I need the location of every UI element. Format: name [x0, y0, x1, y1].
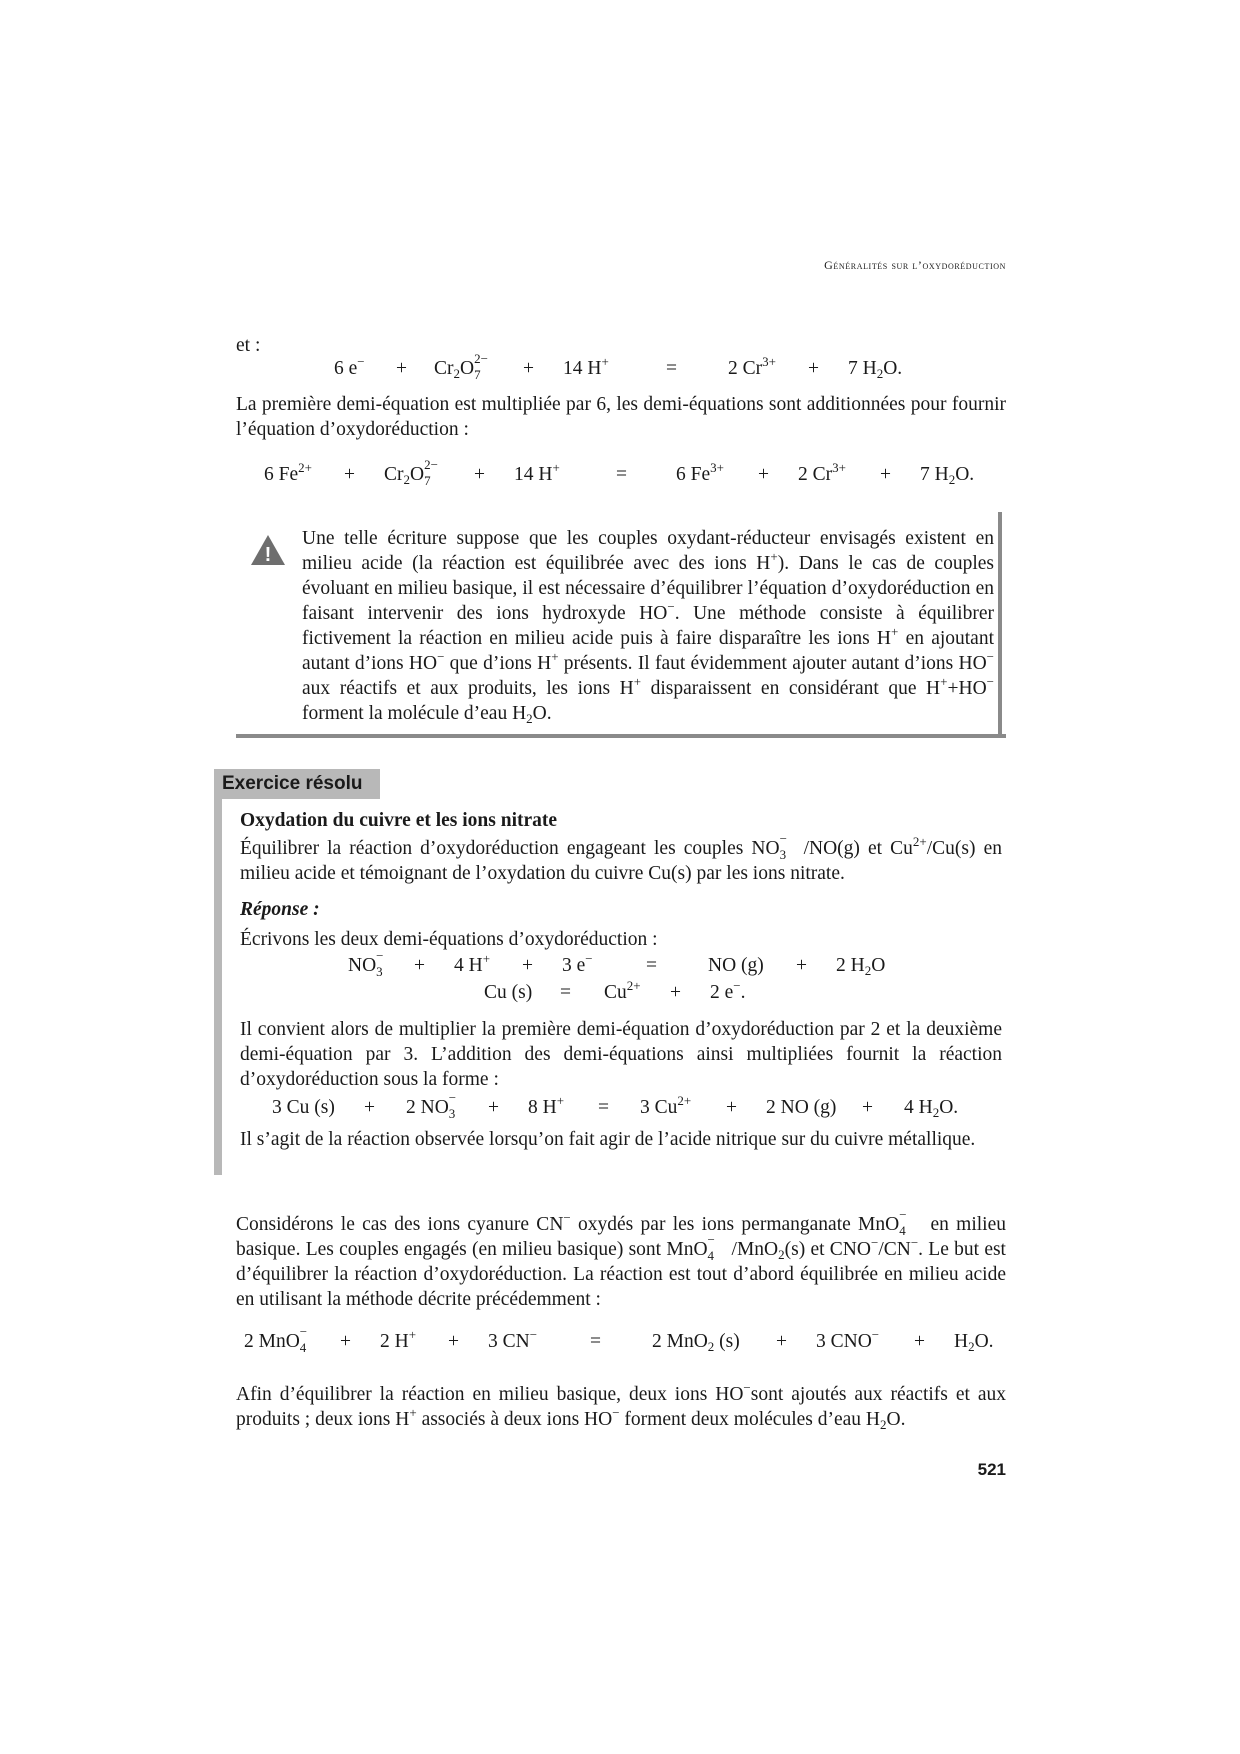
- exercise-side-bar: [214, 799, 222, 1175]
- half-equation-nitrate: NO − 3 + 4 H+ + 3 e− = NO (g) + 2 $H_2O$: [348, 948, 886, 979]
- paragraph-cyanide: Considérons le cas des ions cyanure CN− oxydés par les ions permanganate MnO − 4 en milieu basique. Les couples engagés (en milieu basique) sont MnO − 4 /MnO$_2$(s) et CNO−/CN−. Le but est d’équilibrer la réaction d’oxydoréduction. La réaction est tout d’abord équilibrée en milieu acide en utilisant la méthode décrite précédemment :: [236, 1207, 1006, 1310]
- warning-box: [236, 512, 1002, 738]
- exercise-conclusion: Il s’agit de la réaction observée lorsqu’on fait agir de l’acide nitrique sur du cuivre métallique.: [240, 1129, 976, 1150]
- intro-et: et :: [236, 335, 261, 356]
- paragraph-basic-medium: Afin d’équilibrer la réaction en milieu basique, deux ions HO−sont ajoutés aux réactifs et aux produits ; deux ions H+ associés à deux ions HO− forment deux molécules d’eau $H_2O$.: [236, 1380, 1006, 1432]
- running-header: Généralités sur l’oxydoréduction: [824, 258, 1006, 272]
- svg-text:!: !: [264, 544, 272, 566]
- warning-border-bottom: [236, 734, 1006, 738]
- half-equation-copper: Cu (s) = $Cu^{2+}$ + 2 e−.: [484, 978, 746, 1003]
- exercise-label: Exercice résolu: [214, 769, 380, 799]
- warning-text: Une telle écriture suppose que les couples oxydant-réducteur envisagés existent en milieu acide (la réaction est équilibrée avec des ions H+). Dans le cas de couples évoluant en milieu basique, il est nécessaire d’équilibrer l’équation d’oxydoréduction en faisant intervenir des ions hydroxyde HO−. Une méthode consiste à équilibrer fictivement la réaction en milieu acide puis à faire disparaître les ions H+ en ajoutant autant d’ions HO− que d’ions H+ présents. Il faut évidemment ajouter autant d’ions HO− aux réactifs et aux produits, les ions H+ disparaissent en considérant que H++HO− forment la molécule d’eau $H_2O$.: [302, 528, 995, 726]
- answer-label: Réponse :: [240, 899, 320, 920]
- exercise-paragraph: Il convient alors de multiplier la première demi-équation d’oxydoréduction par 2 et la deuxième demi-équation par 3. L’addition des demi-équations ainsi multipliées fournit la réaction d’oxydoréduction sous la forme :: [240, 1019, 1002, 1090]
- page-number: 521: [977, 1460, 1006, 1479]
- warning-triangle-icon: [250, 534, 286, 566]
- exercise-question: Équilibrer la réaction d’oxydoréduction engageant les couples NO − 3 /NO(g) et $Cu^{2+}/Cu(s)$ en milieu acide et témoignant de l’oxydation du cuivre Cu(s) par les ions nitrate.: [240, 831, 1002, 884]
- equation-iron-dichromate: 6 $Fe^{2+}$ + $Cr_2O$ 2− 7 + 14 H+ = 6 $Fe^{3+}$ + 2 $Cr^{3+}$ + 7 $H_2O$.: [264, 457, 975, 488]
- exercise-title: Oxydation du cuivre et les ions nitrate: [240, 810, 558, 831]
- equation-permanganate-cyanide: 2 MnO − 4 + 2 H+ + 3 CN− = 2 MnO$_2$ (s) + 3 CNO− + $H_2O$.: [244, 1324, 994, 1355]
- warning-border-right: [998, 512, 1002, 738]
- equation-half-dichromate: 6 e− + $Cr_2O$ 2− 7 + 14 H+ = 2 $Cr^{3+}$ + 7 $H_2O$.: [334, 351, 903, 382]
- global-equation-copper-nitrate: 3 Cu (s) + 2 NO − 3 + 8 H+ = 3 $Cu^{2+}$ + 2 NO (g) + 4 $H_2O$.: [272, 1090, 959, 1121]
- answer-intro: Écrivons les deux demi-équations d’oxydoréduction :: [240, 929, 658, 950]
- paragraph-multiplication: La première demi-équation est multipliée par 6, les demi-équations sont additionnées pour fournir l’équation d’oxydoréduction :: [236, 394, 1006, 440]
